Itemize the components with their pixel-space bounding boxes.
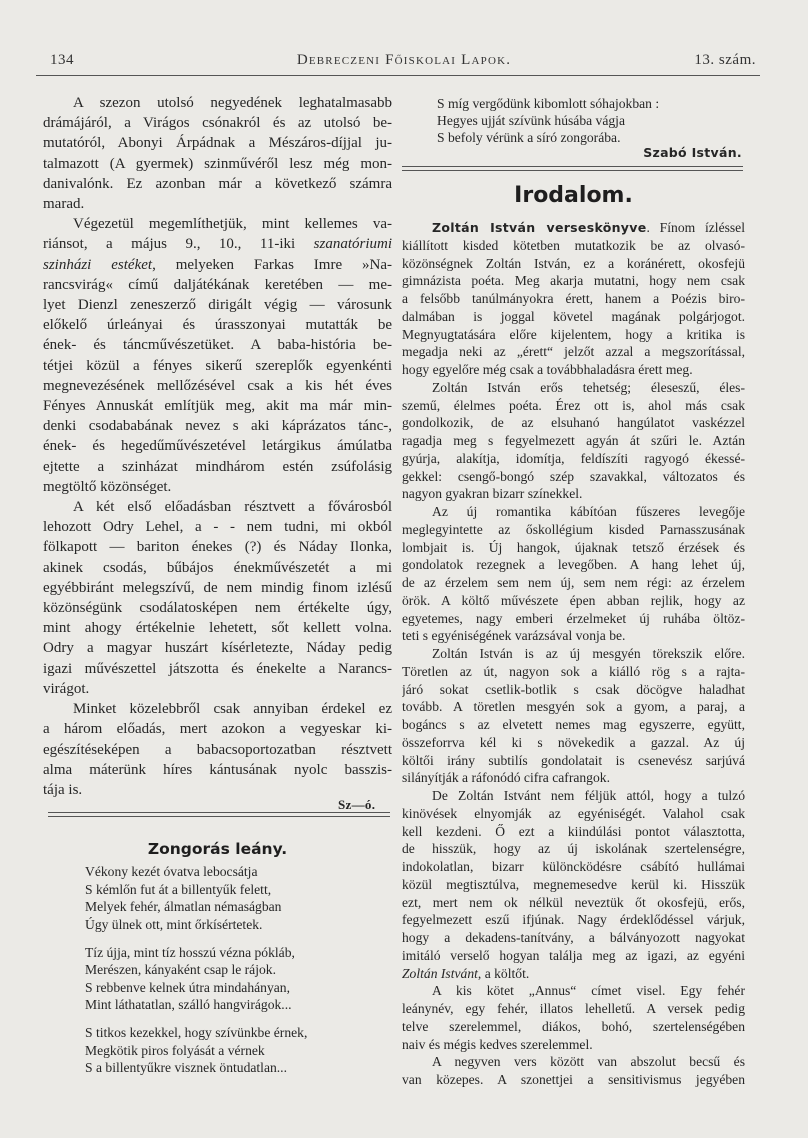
poem-line: Úgy ülnek ott, mint őrkísértetek. [85,916,263,932]
poem-line: Tíz újja, mint tíz hosszú vézna pókláb, [85,944,295,960]
text-line [43,234,392,254]
text-line: ének- és táncművészetüket. A baba-história be- [43,337,392,354]
text-line: ezt, mert nem ok nélkül neveztük őt okosfejü, erős, [402,894,745,910]
paragraph [43,497,392,699]
poem [85,863,307,1087]
poem-line: S rebbenve kelnek útra mindahányan, [85,979,290,995]
poem-title: Zongorás leány. [147,840,288,858]
text-line: egészítéseképen a babacsoportozatban résztvett [43,741,392,758]
text-line: indokolatlan, bizarr különcködésre csábító hullámai [402,859,745,874]
text-line [402,219,745,237]
text-line: A negyven vers között van abszolut becsű és [432,1054,745,1070]
text-line: imitáló verselő hogyan találja meg az igazi, az egyéni [402,947,745,963]
text-line: Töretlen az út, nagyon sok a kiálló rög s a rajta- [402,663,745,679]
text-segment: . Fínom ízléssel [646,220,745,235]
paragraph [402,1053,745,1089]
text-line: Fényes Annuskát említjük meg, akit ma már min- [43,398,392,415]
text-line: igazi művészettel játszotta és énekelte a Narancs- [43,660,392,677]
poem-author: Szabó István. [643,145,742,160]
poem-line: S befoly vérünk a síró zongorába. [437,130,621,145]
text-line: egyébbiránt melegszívű, de nem mindig finom izlésű [43,579,392,596]
paragraph [43,214,392,497]
text-line: A szezon utolsó negyedének leghatalmasabb [73,95,392,111]
text-line: drámájáról, a Virágos csónakról és az utolsó be- [43,115,392,132]
text-line: telve szerelemmel, diákos, bohó, szertelenségében [402,1018,745,1034]
issue-number: 13. szám. [694,52,756,68]
text-line: naiv és mégis kedves szerelemmel. [402,1036,593,1052]
article-signature: Sz—ó. [338,797,376,812]
text-line: a felsőbb tanúlmányokra érett, hanem a Poézis biro- [402,291,745,306]
poem-line: Mint láthatatlan, szálló hangvirágok... [85,997,292,1012]
text-line: megadja neki az „érett“ jelzőt azzal a megszorítással, [402,344,745,360]
text-line: ének- és hegedűművészetével letárgikus ámúlatba [43,438,392,455]
text-line: dalmában is joggal követel magának polgárjogot. [402,308,745,324]
paragraph [43,699,392,800]
text-line: megnevezésének mellőzésével csak a kis hét éves [43,377,392,394]
text-line: danivalónk. Ez azonban már a következő számra [43,175,392,192]
text-line: fölkapott — bariton énekes (?) és Náday Ilonka, [43,539,392,556]
paragraph [402,787,745,982]
text-line: van közepes. A szonettjei a sensitivismus jegyében [402,1072,745,1087]
poem-line: S kémlőn fut át a billentyűk felett, [85,881,272,897]
paragraph [402,379,745,503]
text-line: De Zoltán Istvánt nem féljük attól, hogy a tulzó [432,788,745,803]
text-line: kinövések elnyomják az egyéniségét. Valahol csak [402,805,745,821]
text-line: mint ahogy értékelnie lehetett, sőt kellett volna. [43,620,392,637]
paragraph [402,503,745,645]
stanza [437,95,659,146]
text-line: denki csodababának nevez s aki káprázatos tánc-, [43,418,392,435]
text-line: hogy a dekadens-tanítvány, a bálványozott nagyokat [402,930,745,945]
text-line: a három előadás, mert azokon a vegyeskar ki- [43,721,392,738]
page-number: 134 [50,52,74,68]
text-line: ejtette a szinházat mindhárom estén zsúfolásig [43,458,392,475]
section-title: Irodalom. [514,183,633,208]
text-line: de az érzelem sem nem új, sem nem régi: az érzelem [402,575,745,590]
text-line: lombjait is. Új hangok, újaknak tetsző érzések és [402,539,745,555]
text-line: gekkel: csengő-bongó szép szavakkal, változatos és [402,468,745,484]
text-line: tétjei közül a fényes sikerű szereplők egyenkénti [43,357,392,374]
text-segment: , a költőt. [477,965,530,981]
text-line: gondolkozik, de az elsuhanó hangúlatot vaskézzel [402,415,745,431]
text-line: tája is. [43,781,83,798]
text-line: tovább. A töretlen mesgyén sok a gyom, a paraj, a [402,699,745,715]
stanza [85,944,307,1014]
text-line: gondolatok rezegnek a levegőben. A hang lehet új, [402,557,745,573]
text-line: Megnyugtatására előre kijelentem, hogy a kritika is [402,326,745,342]
text-line: kell kezdeni. Ő ezt a kiindúlási pontot választotta, [402,823,745,839]
text-line: örök. A költő művészete épen abban rejlik, hogy az [402,592,745,608]
text-line: mutatóról, Abonyi Árpádnak a Mészáros-díjjal ju- [43,135,392,152]
poem-line: Merészen, kányaként csap le rájok. [85,962,276,977]
poem-line: S míg vergődünk kibomlott sóhajokban : [437,96,660,111]
text-line: fegyelmezett eszű ifjúnak. Nagy érdeklődéssel várjuk, [402,912,745,928]
text-line: meglegyintette az őskollégium kisded Parnasszusának [402,521,745,537]
poem-line: S titkos kezekkel, hogy szívünkbe érnek, [85,1025,308,1040]
text-line: alma máterünk híres kántusának nyolc basszis- [43,761,392,778]
text-line: marad. [43,196,85,213]
text-line: Minket közelebbről csak annyiban érdekel ez [73,701,392,718]
italic-text: szinházi estéket [43,256,153,273]
italic-text: szanatóriumi [313,236,392,253]
text-line: gyúrja, alakítja, idomítja, feldíszíti ragyogó ékessé- [402,450,745,466]
poem-line: Hegyes ujját szívünk húsába vágja [437,113,625,128]
text-line: teti s egyéniségének varázsával vonja be. [402,628,626,644]
text-line: közönségünk csodálatosképen nem értékelte úgy, [43,600,392,617]
text-line: bogáncs s az elvetett nemes mag egyszerre, együtt, [402,717,745,732]
journal-title: Debreczeni Főiskolai Lapok. [296,52,512,68]
text-line: közül megtisztúlva, megnemesedve kerül ki. Hisszük [402,876,745,892]
text-line: lehozott Odry Lehel, a - - nem tudni, mi okból [43,519,392,536]
text-line [43,255,392,275]
text-line: közönségnek Zoltán István, ez a koránérett, okosfejü [402,255,745,271]
poem-line: Vékony kezét óvatva lebocsátja [85,864,258,879]
poem-line: Megkötik piros folyását a vérnek [85,1042,265,1058]
text-line: költői irány subtilís gondolatait is csenevész sarjúvá [402,752,745,768]
paragraph [402,219,745,379]
text-line: talmazott (A gyermek) szinművéről lesz még mon- [43,155,392,172]
text-line: silányítják a ráfonódó cifra cafrangok. [402,770,610,786]
text-line [402,965,745,983]
text-line: rancsvirág« című daljátékának keretében — me- [43,276,392,293]
text-line: összeforrva kél ki s növekedik a gazzal. Az új [402,734,745,750]
poem-continued [437,95,659,157]
text-line: Végezetül megemlíthetjük, mint kellemes va- [73,216,392,233]
poem-line: Melyek fehér, álmatlan némaságban [85,899,282,914]
poem-line: S a billentyűkre visznek öntudatlan... [85,1060,287,1075]
text-line: szemű, élelmes poéta. Érez ott is, ahol más csak [402,397,745,413]
text-line: ragadja meg s fegyelmezett agyán át szűri le. Aztán [402,433,745,448]
text-line: megtöltő közönséget. [43,478,172,495]
text-line: A kis kötet „Annus“ címet visel. Egy fehér [432,983,745,999]
text-line: Az új romantika kábítóan fűszeres levegője [432,504,745,519]
section-divider [402,166,743,171]
text-segment: riánsot, a május 9., 10., 11-iki [43,236,314,253]
text-line: előkelő úrleányai és úrasszonyai mutatták be [43,317,392,334]
text-line: A két első előadásban résztvett a fővárosból [73,499,392,516]
text-line: Zoltán István erős tehetség; éleseszű, éles- [432,379,745,395]
left-column-article [43,93,392,800]
review-article [402,219,745,1089]
text-line: nagyon gyakran bizarr színekkel. [402,486,583,502]
text-line: lyet Dienzl zeneszerző dirigált végig — városunk [43,297,392,314]
text-line: Odry a magyar huszárt kísérletezte, Náday pedig [43,640,392,657]
text-line: egyetemes, nagy emberi érzelmeket új ruhába öltöz- [402,610,745,626]
paragraph [402,645,745,787]
section-divider [48,812,390,817]
stanza [85,863,307,933]
stanza [85,1024,307,1077]
paragraph [402,982,745,1053]
text-line: leánynév, egy fehér, illatos lehelletű. A versek pedig [402,1001,745,1016]
text-line: járó sokat csetlik-botlik s csak döcögve haladhat [402,681,745,697]
italic-text: Zoltán Istvánt [402,965,478,981]
header-rule [36,75,760,76]
bold-text: Zoltán István verseskönyve [432,220,647,235]
text-line: kiállított kisded kötetben mutatkozik be az olvasó- [402,237,745,253]
text-line: hogy egyelőre még csak a továbbhaladásra érett meg. [402,362,693,377]
paragraph [43,93,392,214]
text-line: virágot. [43,680,90,697]
text-line: gimnázista poéta. Meg akarja mutatni, hogy nem csak [402,273,745,289]
text-line: akinek csodás, bűbájos énekművészetét a mi [43,559,392,576]
text-line: Zoltán István is az új mesgyén törekszik előre. [432,646,745,661]
text-line: de hisszük, hogy az új iskolának szertelenségre, [402,841,745,857]
text-segment: , melyeken Farkas Imre »Na- [152,256,392,273]
